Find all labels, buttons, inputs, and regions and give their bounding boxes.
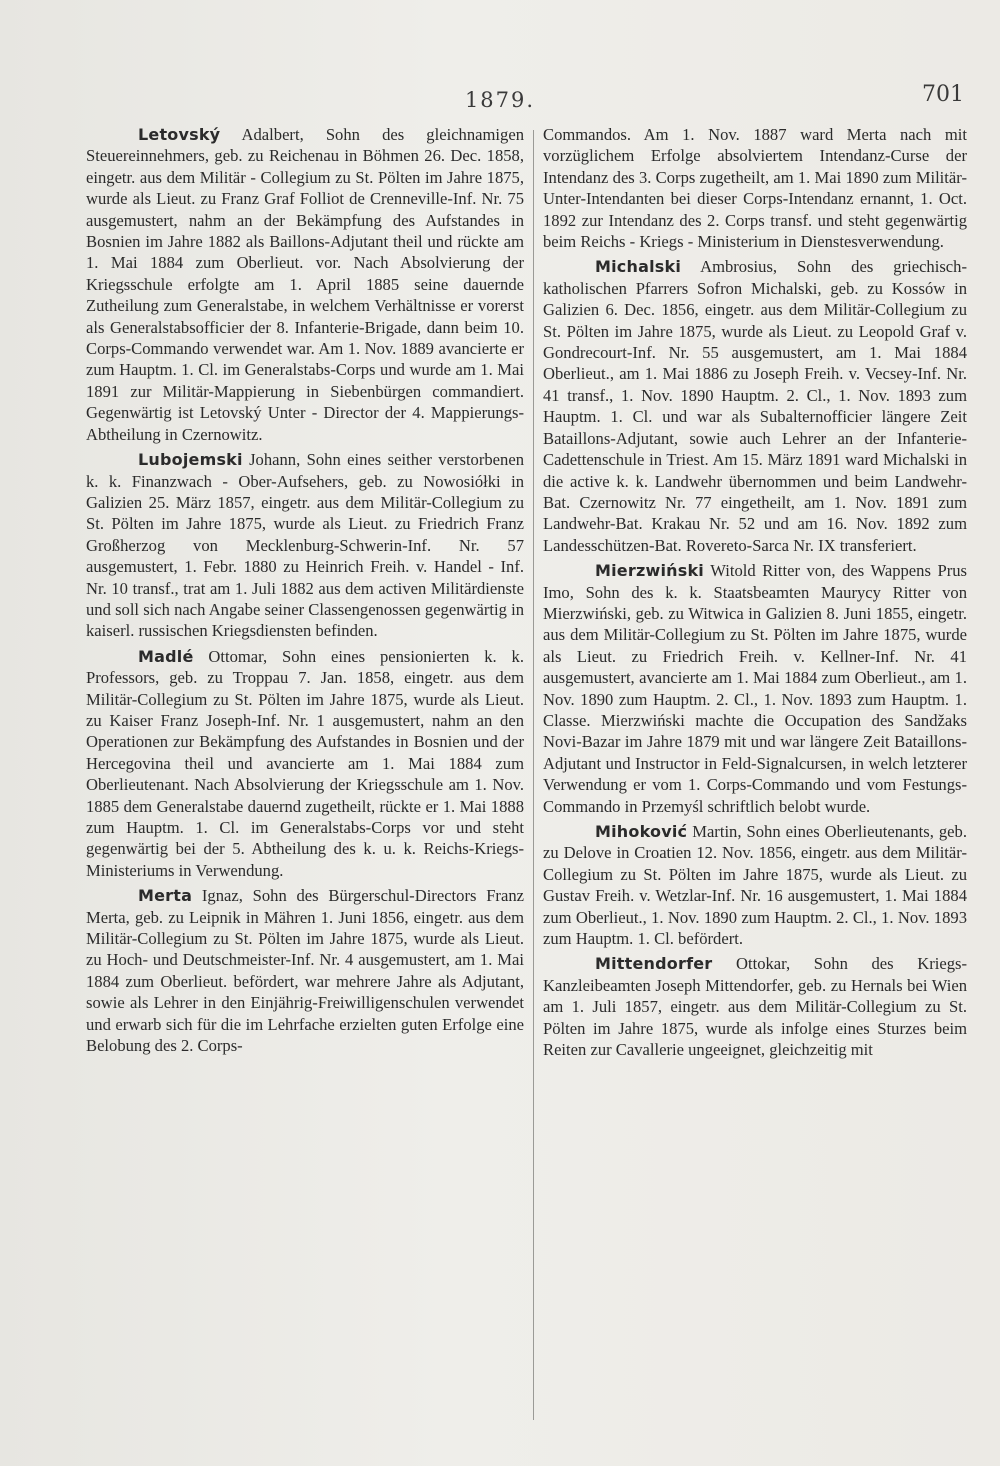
continued-entry-text: Commandos. Am 1. Nov. 1887 ward Merta nach mit vorzüglichem Erfolge absolviertem Intendanz-Curse der Intendanz des 3. Corps zugetheilt, am 1. Mai 1890 zum Militär-Unter-Intendanten bei dieser Corps-Intendanz ernannt, 1. Oct. 1892 zur Intendanz des 2. Corps transf. und steht gegenwärtig beim Reichs - Kriegs - Ministerium in Dienstesverwendung. — [543, 125, 967, 252]
entry-text: Ambrosius, Sohn des griechisch-katholischen Pfarrers Sofron Michalski, geb. zu Kossów in Galizien 6. Dec. 1856, eingetr. aus dem Militär-Collegium zu St. Pölten im Jahre 1875, wurde als Lieut. zu Leopold Graf v. Gondrecourt-Inf. Nr. 55 ausgemustert, am 1. Mai 1884 Oberlieut., am 1. Mai 1886 zu Joseph Freih. v. Vecsey-Inf. Nr. 41 transf., 1. Nov. 1890 Hauptm. 2. Cl., 1. Nov. 1893 zum Hauptm. 1. Cl. und war als Subalternofficier längere Zeit Bataillons-Adjutant, sowie auch Lehrer an der Infanterie-Cadettenschule in Triest. Am 15. März 1891 ward Michalski in die active k. k. Landwehr übernommen und beim Landwehr-Bat. Czernowitz Nr. 77 eingetheilt, am 1. Nov. 1891 zum Landwehr-Bat. Krakau Nr. 52 und am 16. Nov. 1892 zum Landesschützen-Bat. Rovereto-Sarca Nr. IX transferiert. — [543, 257, 967, 555]
page-number: 701 — [922, 82, 964, 107]
entry-name: Mierzwiński — [595, 561, 704, 581]
right-column — [543, 124, 967, 1064]
biography-entry — [86, 124, 524, 445]
page-year-header: 1879. — [464, 88, 536, 112]
biography-entry — [86, 885, 524, 1056]
entry-name: Mittendorfer — [595, 954, 713, 974]
entry-text: Ignaz, Sohn des Bürgerschul-Directors Franz Merta, geb. zu Leipnik in Mähren 1. Juni 1856, eingetr. aus dem Militär-Collegium zu St. Pölten im Jahre 1875, wurde als Lieut. zu Hoch- und Deutschmeister-Inf. Nr. 4 ausgemustert, am 1. Mai 1884 zum Oberlieut. befördert, war mehrere Jahre als Adjutant, sowie als Lehrer in den Einjährig-Freiwilligenschulen verwendet und erwarb sich für die im Lehrfache erzielten guten Erfolge eine Belobung des 2. Corps- — [86, 886, 524, 1056]
entry-text: Martin, Sohn eines Oberlieutenants, geb. zu Delove in Croatien 12. Nov. 1856, eingetr. aus dem Militär-Collegium zu St. Pölten im Jahre 1875, wurde als Lieut. zu Gustav Freih. v. Wetzlar-Inf. Nr. 16 ausgemustert, 1. Mai 1884 zum Oberlieut., 1. Nov. 1890 zum Hauptm. 2. Cl., 1. Nov. 1893 zum Hauptm. 1. Cl. befördert. — [543, 822, 967, 949]
entry-text: Ottokar, Sohn des Kriegs-Kanzleibeamten Joseph Mittendorfer, geb. zu Hernals bei Wien am 1. Juli 1857, eingetr. aus dem Militär-Collegium zu St. Pölten im Jahre 1875, wurde als infolge eines Sturzes beim Reiten zur Cavallerie ungeeignet, gleichzeitig mit — [543, 954, 967, 1060]
entry-name: Mihoković — [595, 822, 688, 841]
entry-name: Lubojemski — [138, 450, 243, 470]
biography-entry — [543, 560, 967, 817]
biography-entry — [543, 256, 967, 556]
entry-text: Johann, Sohn eines seither verstorbenen k. k. Finanzwach - Ober-Aufsehers, geb. zu Nowosiółki in Galizien 25. März 1857, eingetr. aus dem Militär-Collegium zu St. Pölten im Jahre 1875, wurde als Lieut. zu Friedrich Franz Großherzog von Mecklenburg-Schwerin-Inf. Nr. 57 ausgemustert, 1. Febr. 1880 zu Heinrich Freih. v. Handel - Inf. Nr. 10 transf., trat am 1. Juli 1882 aus dem activen Militärdienste und soll sich nach Angabe seiner Classengenossen gegenwärtig in kaiserl. russischen Kriegsdiensten befinden. — [86, 450, 524, 641]
entry-name: Madlé — [138, 646, 194, 666]
column-divider — [533, 130, 534, 1420]
left-column — [86, 124, 524, 1060]
biography-entry — [543, 821, 967, 949]
biography-entry — [543, 953, 967, 1060]
biography-entry — [86, 449, 524, 642]
entry-text: Witold Ritter von, des Wappens Prus Imo, Sohn des k. k. Staatsbeamten Maurycy Ritter von Mierzwiński, geb. zu Witwica in Galizien 8. Juni 1855, eingetr. aus dem Militär-Collegium zu St. Pölten im Jahre 1875, wurde als Lieut. zu Friedrich Freih. v. Kellner-Inf. Nr. 41 ausgemustert, avancierte am 1. Mai 1884 zum Oberlieut., am 1. Nov. 1890 zum Hauptm. 2. Cl., 1. Nov. 1893 zum Hauptm. 1. Classe. Mierzwiński machte die Occupation des Sandžaks Novi-Bazar im Jahre 1879 mit und war längere Zeit Bataillons-Adjutant und Instructor in Feld-Signalcursen, in welch letzterer Verwendung er vom 1. Corps-Commando und vom Festungs-Commando in Przemyśl schriftlich belobt wurde. — [543, 561, 967, 816]
entry-text: Adalbert, Sohn des gleichnamigen Steuereinnehmers, geb. zu Reichenau in Böhmen 26. Dec. 1858, eingetr. aus dem Militär - Collegium zu St. Pölten im Jahre 1875, wurde als Lieut. zu Franz Graf Folliot de Crenneville-Inf. Nr. 75 ausgemustert, nahm an der Bekämpfung des Aufstandes in Bosnien im Jahre 1882 als Baillons-Adjutant theil und rückte am 1. Mai 1884 zum Oberlieut. vor. Nach Absolvierung der Kriegsschule erfolgte am 1. April 1885 seine dauernde Zutheilung zum Generalstabe, in welchem Verhältnisse er vorerst als Generalstabsofficier der 8. Infanterie-Brigade, dann beim 10. Corps-Commando verwendet war. Am 1. Nov. 1889 avancierte er zum Hauptm. 1. Cl. im Generalstabs-Corps und wurde am 1. Mai 1891 zur Militär-Mappierung in Siebenbürgen commandiert. Gegenwärtig ist Letovský Unter - Director der 4. Mappierungs-Abtheilung in Czernowitz. — [86, 125, 524, 444]
entry-text: Ottomar, Sohn eines pensionierten k. k. Professors, geb. zu Troppau 7. Jan. 1858, eingetr. aus dem Militär-Collegium zu St. Pölten im Jahre 1875, wurde als Lieut. zu Kaiser Franz Joseph-Inf. Nr. 1 ausgemustert, nahm an den Operationen zur Bekämpfung des Aufstandes in Bosnien und der Hercegovina theil und avancierte am 1. Mai 1884 zum Oberlieutenant. Nach Absolvierung der Kriegsschule am 1. Nov. 1885 dem Generalstabe dauernd zugetheilt, rückte er 1. Mai 1888 zum Hauptm. 1. Cl. im Generalstabs-Corps vor und steht gegenwärtig bei der 5. Abtheilung des k. u. k. Reichs-Kriegs-Ministeriums in Verwendung. — [86, 646, 524, 880]
entry-name: Merta — [138, 886, 193, 906]
entry-name: Letovský — [138, 125, 221, 144]
entry-name: Michalski — [595, 257, 682, 277]
biography-entry — [86, 646, 524, 881]
